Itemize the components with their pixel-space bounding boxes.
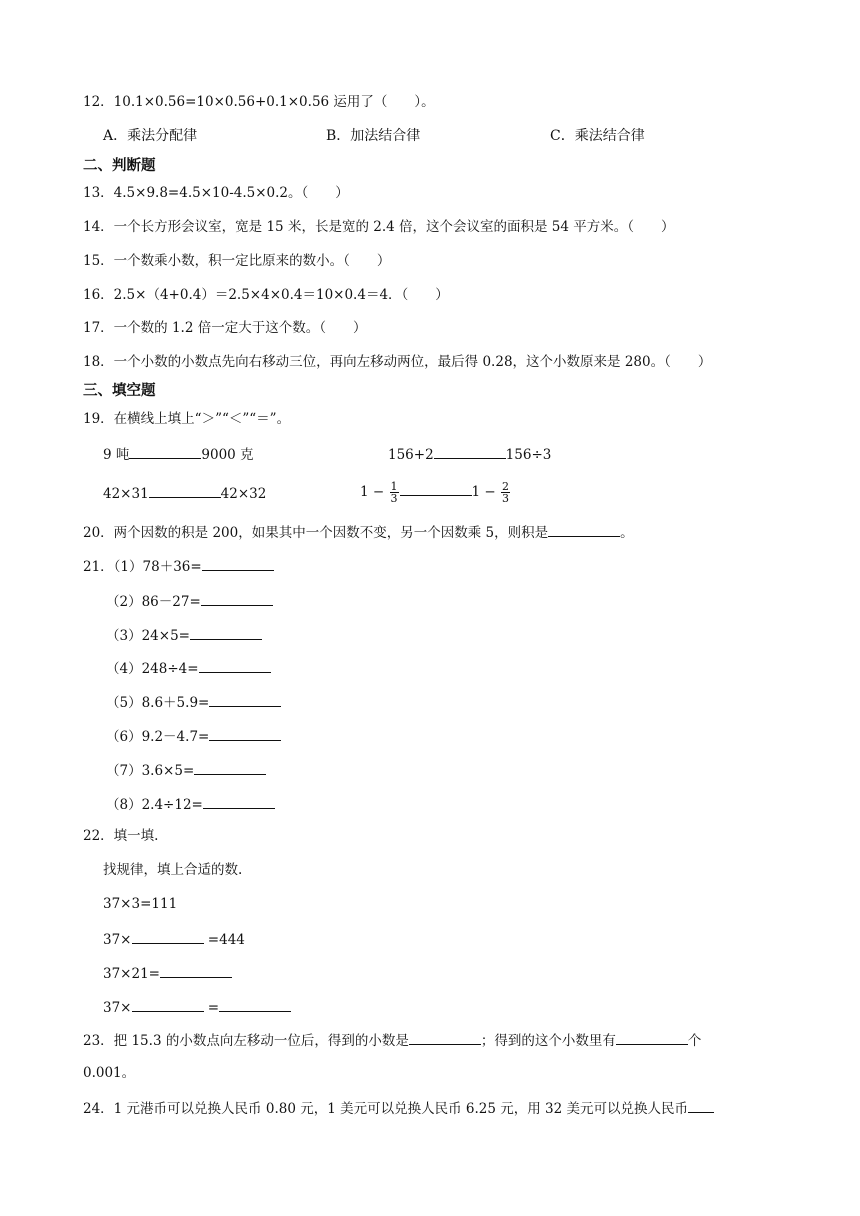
answer-blank[interactable]: [688, 1098, 714, 1113]
q19-left-1: 9 吨: [103, 447, 130, 463]
question-23-text: 个: [687, 1033, 702, 1049]
question-23: [83, 1030, 701, 1050]
answer-blank[interactable]: [190, 625, 262, 640]
expression: （4）248÷4=: [106, 661, 199, 677]
question-21-item-4: [106, 658, 271, 678]
q12-option-a: A．乘法分配律: [103, 128, 198, 144]
expression: 21．（1）78＋36=: [83, 559, 202, 575]
question-14: 14．一个长方形会议室，宽是 15 米，长是宽的 2.4 倍，这个会议室的面积是 54 平方米。（ ）: [83, 219, 675, 235]
question-19-title: 19．在横线上填上“＞”“＜”“＝”。: [83, 411, 291, 427]
expression: （6）9.2－4.7=: [106, 729, 210, 745]
answer-blank[interactable]: [209, 726, 281, 741]
expression: =444: [207, 932, 245, 948]
denominator: 3: [390, 492, 398, 505]
q19-compare-3: [103, 483, 266, 503]
answer-blank[interactable]: [199, 658, 271, 673]
answer-blank[interactable]: [434, 444, 506, 459]
question-17: 17．一个数的 1.2 倍一定大于这个数。（ ）: [83, 320, 367, 336]
question-21-item-7: [106, 760, 266, 780]
q19-right-2: 156÷3: [505, 447, 552, 463]
question-20-text: 20．两个因数的积是 200，如果其中一个因数不变，另一个因数乘 5，则积是: [83, 525, 549, 541]
expression: =: [207, 1000, 220, 1016]
answer-blank[interactable]: [400, 481, 472, 496]
q22-pattern-3: [103, 963, 232, 983]
q19-number: 1: [360, 484, 369, 500]
answer-blank[interactable]: [219, 997, 291, 1012]
question-12: 12．10.1×0.56=10×0.56+0.1×0.56 运用了（ ）。: [83, 94, 435, 110]
question-16: 16．2.5×（4+0.4）＝2.5×4×0.4＝10×0.4＝4．（ ）: [83, 287, 449, 303]
question-21-item-2: [106, 591, 273, 611]
minus-sign: −: [484, 484, 496, 500]
q19-left-3: 42×31: [103, 486, 149, 502]
question-21-item-5: [106, 692, 281, 712]
question-21-item-8: [106, 794, 275, 814]
expression: 37×: [103, 1000, 132, 1016]
punctuation: 。: [620, 525, 634, 541]
answer-blank[interactable]: [203, 794, 275, 809]
q19-compare-1: [103, 444, 254, 464]
expression: 37×: [103, 932, 132, 948]
question-13: 13．4.5×9.8=4.5×10-4.5×0.2。（ ）: [83, 185, 349, 201]
q22-pattern-1: 37×3=111: [103, 896, 178, 912]
q19-number: 1: [471, 484, 481, 500]
answer-blank[interactable]: [149, 483, 221, 498]
question-21-item-6: [106, 726, 281, 746]
answer-blank[interactable]: [132, 929, 204, 944]
answer-blank[interactable]: [194, 760, 266, 775]
answer-blank[interactable]: [132, 997, 204, 1012]
answer-blank[interactable]: [202, 556, 274, 571]
question-24: [83, 1098, 714, 1118]
q22-pattern-4: [103, 997, 291, 1017]
expression: （7）3.6×5=: [106, 763, 195, 779]
q22-pattern-2: [103, 929, 245, 949]
question-21-item-1: [83, 556, 274, 576]
numerator: 1: [390, 480, 398, 493]
expression: （3）24×5=: [106, 628, 190, 644]
q19-right-1: 9000 克: [201, 447, 254, 463]
answer-blank[interactable]: [616, 1030, 688, 1045]
fraction-one-third: [390, 481, 399, 504]
q12-option-c: C．乘法结合律: [550, 128, 645, 144]
q19-compare-2: [388, 444, 551, 464]
q12-option-b: B．加法结合律: [326, 128, 421, 144]
answer-blank[interactable]: [160, 963, 232, 978]
q19-compare-4: [360, 476, 511, 508]
question-20: [83, 522, 634, 542]
answer-blank[interactable]: [201, 591, 273, 606]
fraction-two-thirds: [501, 481, 510, 504]
numerator: 2: [502, 480, 509, 493]
section-heading-judgement: 二、判断题: [83, 158, 156, 174]
answer-blank[interactable]: [129, 444, 201, 459]
question-15: 15．一个数乘小数，积一定比原来的数小。（ ）: [83, 253, 391, 269]
section-heading-fill-blank: 三、填空题: [83, 383, 156, 399]
question-24-text: 24．1 元港币可以兑换人民币 0.80 元，1 美元可以兑换人民币 6.25 元，用 32 美元可以兑换人民币: [83, 1101, 688, 1117]
q19-left-2: 156+2: [388, 447, 434, 463]
expression: （8）2.4÷12=: [106, 797, 203, 813]
question-23-continued: 0.001。: [83, 1065, 136, 1081]
answer-blank[interactable]: [409, 1030, 481, 1045]
question-22-title: 22．填一填.: [83, 828, 159, 844]
expression: （2）86－27=: [106, 594, 201, 610]
question-23-text: ；得到的这个小数里有: [480, 1033, 616, 1049]
answer-blank[interactable]: [548, 522, 620, 537]
minus-sign: −: [372, 484, 385, 500]
expression: （5）8.6＋5.9=: [106, 695, 210, 711]
question-18: 18．一个小数的小数点先向右移动三位，再向左移动两位，最后得 0.28，这个小数原来是 280。（ ）: [83, 354, 712, 370]
question-22-instruction: 找规律，填上合适的数.: [103, 862, 243, 878]
question-21-item-3: [106, 625, 262, 645]
expression: 37×21=: [103, 966, 160, 982]
question-23-text: 23．把 15.3 的小数点向左移动一位后，得到的小数是: [83, 1033, 409, 1049]
answer-blank[interactable]: [209, 692, 281, 707]
q19-right-3: 42×32: [220, 486, 267, 502]
denominator: 3: [502, 492, 509, 505]
